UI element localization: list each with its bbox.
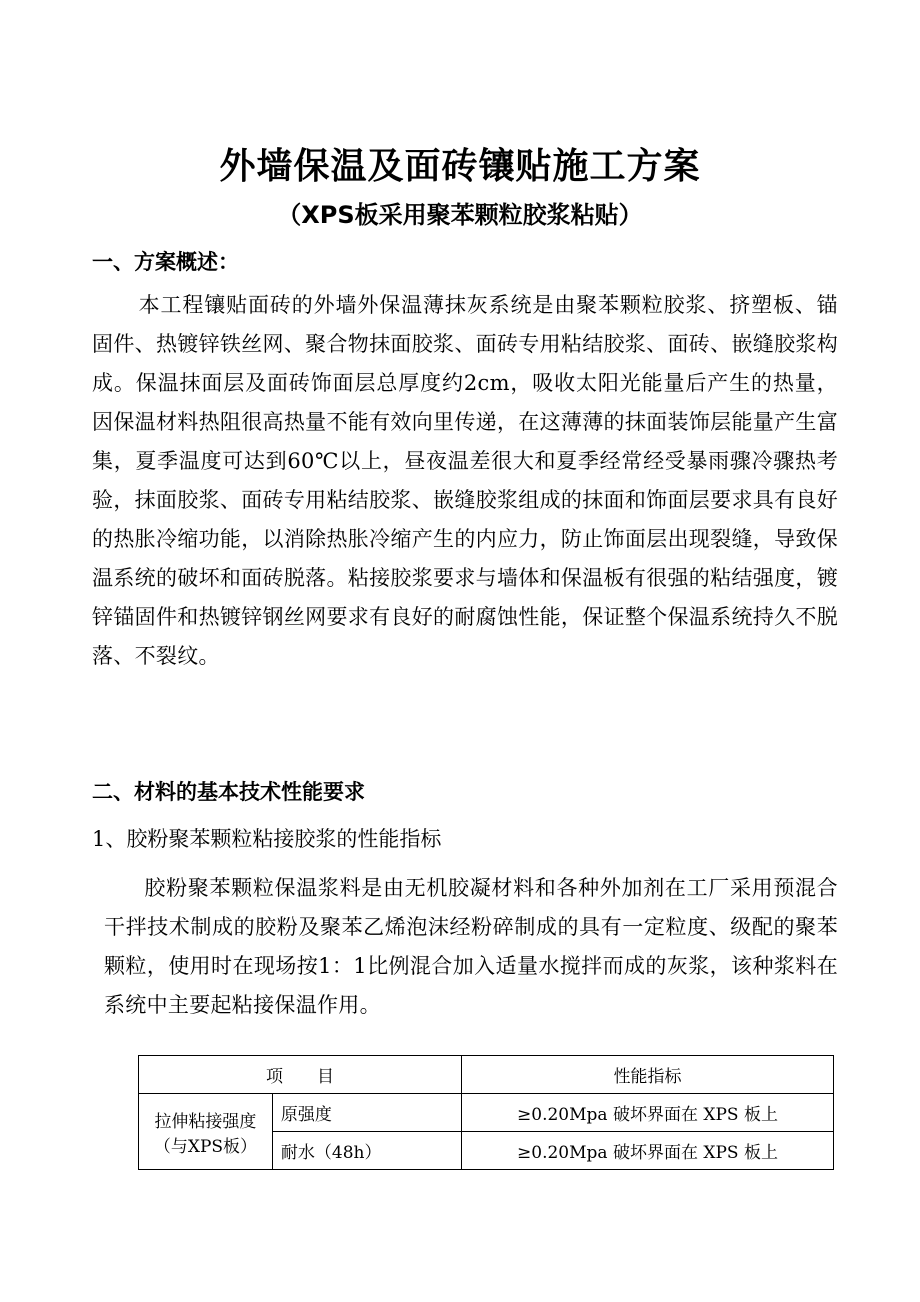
table-row [139, 1094, 834, 1132]
section-1-heading: 一、方案概述： [92, 250, 239, 274]
header-index: 性能指标 [462, 1056, 834, 1094]
section-2-text: 胶粉聚苯颗粒保温浆料是由无机胶凝材料和各种外加剂在工厂采用预混合干拌技术制成的胶粉及聚苯乙烯泡沫经粉碎制成的具有一定粒度、级配的聚苯颗粒，使用时在现场按1：1比例混合加入适量水搅拌而成的灰浆，该种浆料在系统中主要起粘接保温作用。 [104, 876, 838, 1017]
row-value: ≥0.20Mpa 破坏界面在 XPS 板上 [462, 1132, 834, 1170]
row-value: ≥0.20Mpa 破坏界面在 XPS 板上 [462, 1094, 834, 1132]
table-header-row [139, 1056, 834, 1094]
section-1-paragraph [92, 286, 838, 676]
document-subtitle: （XPS板采用聚苯颗粒胶浆粘贴） [277, 201, 643, 229]
performance-table [138, 1055, 834, 1170]
section-1-text: 本工程镶贴面砖的外墙外保温薄抹灰系统是由聚苯颗粒胶浆、挤塑板、锚固件、热镀锌铁丝网、聚合物抹面胶浆、面砖专用粘结胶浆、面砖、嵌缝胶浆构成。保温抹面层及面砖饰面层总厚度约2cm，吸收太阳光能量后产生的热量，因保温材料热阻很高热量不能有效向里传递，在这薄薄的抹面装饰层能量产生富集，夏季温度可达到60℃以上，昼夜温差很大和夏季经常经受暴雨骤冷骤热考验，抹面胶浆、面砖专用粘结胶浆、嵌缝胶浆组成的抹面和饰面层要求具有良好的热胀冷缩功能，以消除热胀冷缩产生的内应力，防止饰面层出现裂缝，导致保温系统的破坏和面砖脱落。粘接胶浆要求与墙体和保温板有很强的粘结强度，镀锌锚固件和热镀锌钢丝网要求有良好的耐腐蚀性能，保证整个保温系统持久不脱落、不裂纹。 [92, 293, 838, 668]
section-2-paragraph [104, 869, 838, 1025]
row-sub-label: 耐水（48h） [272, 1132, 461, 1170]
section-2-heading: 二、材料的基本技术性能要求 [92, 780, 365, 804]
section-2-subheading: 1、胶粉聚苯颗粒粘接胶浆的性能指标 [92, 827, 442, 851]
group-label: 拉伸粘接强度（与XPS板） [139, 1094, 273, 1170]
header-item: 项 目 [139, 1056, 462, 1094]
row-sub-label: 原强度 [272, 1094, 461, 1132]
document-title: 外墙保温及面砖镶贴施工方案 [219, 146, 701, 187]
